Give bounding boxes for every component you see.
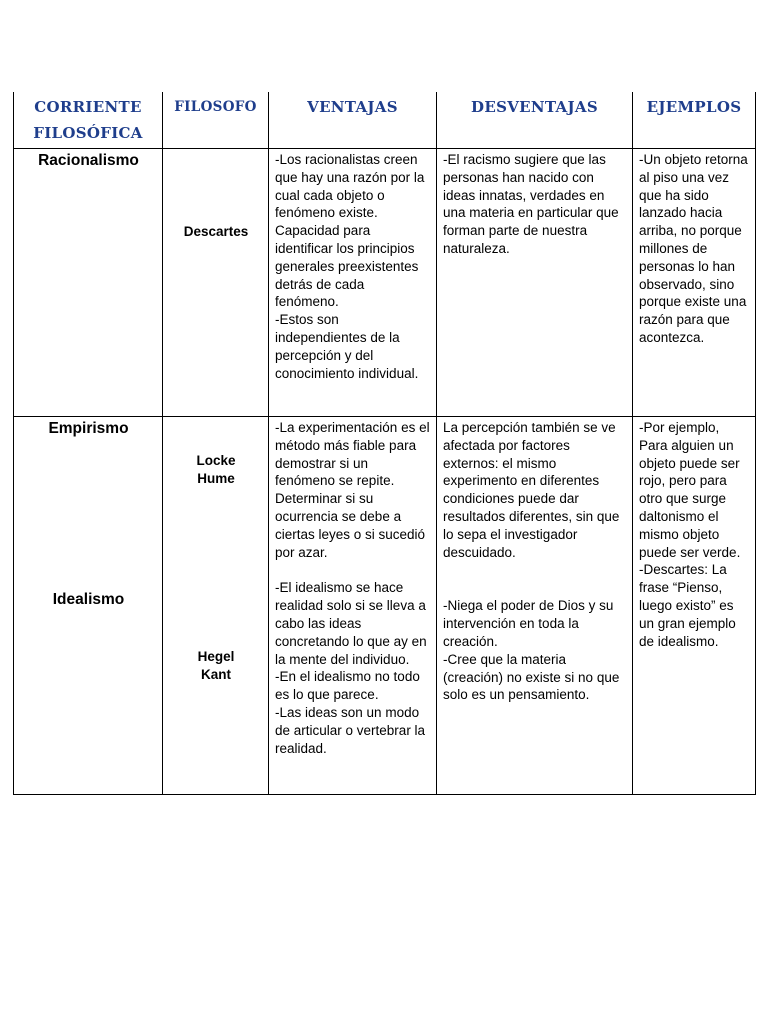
philosophy-comparison-table <box>13 92 756 795</box>
corriente-racionalismo: Racionalismo <box>14 149 163 417</box>
filosofos-empirismo-idealismo <box>163 417 269 795</box>
ventaja-racionalismo-3: -Estos son independientes de la percepción y del conocimiento individual. <box>275 312 419 381</box>
ventaja-racionalismo-2: Capacidad para identificar los principios generales preexistentes detrás de cada fenómeno. <box>275 223 419 310</box>
corriente-empirismo: Empirismo <box>48 420 129 437</box>
desventajas-racionalismo: -El racismo sugiere que las personas han nacido con ideas innatas, verdades en una materia en particular que forman parte de nuestra naturaleza. <box>437 149 633 417</box>
filosofo-descartes: Descartes <box>183 224 249 239</box>
ejemplo-idealismo: -Descartes: La frase “Pienso, luego existo” es un gran ejemplo de idealismo. <box>639 562 736 649</box>
ventaja-idealismo-2: -En el idealismo no todo es lo que parece. <box>275 669 420 703</box>
filosofo-hume: Hume <box>197 470 235 486</box>
ventaja-empirismo-1: -La experimentación es el método más fiable para demostrar si un fenómeno se repite. <box>275 420 430 489</box>
header-corriente: CORRIENTE FILOSÓFICA <box>14 92 163 149</box>
filosofo-locke: Locke <box>196 453 236 468</box>
filosofo-hegel: Hegel <box>197 649 235 664</box>
filosofo-descartes-cell <box>163 149 269 417</box>
header-row <box>14 92 756 149</box>
ventaja-idealismo-3: -Las ideas son un modo de articular o vertebrar la realidad. <box>275 704 426 756</box>
ejemplos-empirismo-idealismo <box>633 417 756 795</box>
desventaja-idealismo-1: -Niega el poder de Dios y su intervención en toda la creación. <box>443 598 614 649</box>
header-ventajas: VENTAJAS <box>269 92 437 149</box>
corriente-idealismo: Idealismo <box>52 590 125 608</box>
corriente-empirismo-idealismo <box>14 417 163 795</box>
ventaja-idealismo-1: -El idealismo se hace realidad solo si se lleva a cabo las ideas concretando lo que ay en la mente del individuo. <box>275 580 427 667</box>
ventajas-empirismo-idealismo <box>269 417 437 795</box>
row-empirismo-idealismo <box>14 417 756 795</box>
ventajas-racionalismo <box>269 149 437 417</box>
row-racionalismo <box>14 149 756 417</box>
ejemplos-racionalismo: -Un objeto retorna al piso una vez que ha sido lanzado hacia arriba, no porque millones de personas lo han observado, sino porque existe una razón para que acontezca. <box>633 149 756 417</box>
ejemplo-empirismo: -Por ejemplo, Para alguien un objeto puede ser rojo, pero para otro que surge daltonismo el mismo objeto puede ser verde. <box>639 420 741 560</box>
desventaja-empirismo: La percepción también se ve afectada por factores externos: el mismo experimento en diferentes condiciones puede dar resultados diferentes, sin que lo sepa el investigador descuidado. <box>443 420 620 560</box>
header-ejemplos: EJEMPLOS <box>633 92 756 149</box>
desventaja-idealismo-2: -Cree que la materia (creación) no existe si no que solo es un pensamiento. <box>443 651 620 703</box>
filosofo-kant: Kant <box>201 666 231 682</box>
header-filosofo: FILOSOFO <box>163 92 269 149</box>
ventaja-racionalismo-1: -Los racionalistas creen que hay una razón por la cual cada objeto o fenómeno existe. <box>275 152 425 221</box>
header-desventajas: DESVENTAJAS <box>437 92 633 149</box>
desventajas-empirismo-idealismo <box>437 417 633 795</box>
ventaja-empirismo-2: Determinar si su ocurrencia se debe a ciertas leyes o si sucedió por azar. <box>275 491 426 560</box>
